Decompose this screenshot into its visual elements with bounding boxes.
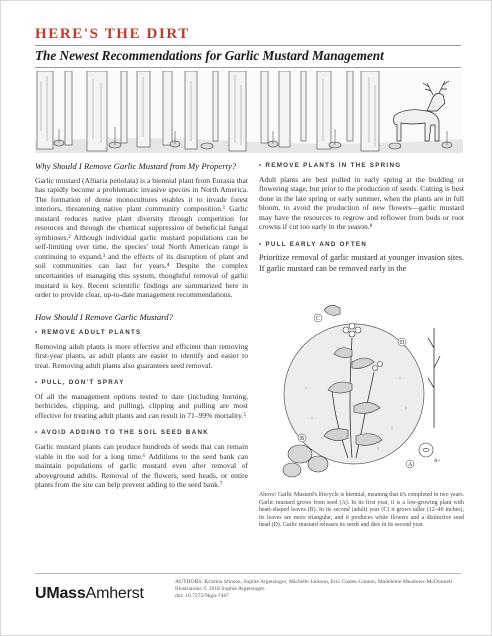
section-heading-how: How Should I Remove Garlic Mustard? [35, 311, 173, 322]
subheading-remove-adult: • REMOVE ADULT PLANTS [35, 329, 142, 337]
authors-line: AUTHORS: Kristina Stinson, Sophie Argetsinger, Michelle Jackson, Eric Coates-Connor, Madeleine Meadows-McDonnell. Illustrations © 2018 Sophie Argetsinger. [175, 579, 454, 593]
lifecycle-illustration [282, 298, 446, 488]
label-b: B [300, 436, 305, 442]
figure-caption: Above: Garlic Mustard's lifecycle is biennial, meaning that it's completed in two years. Garlic mustard grows from seed (A). In its first year, it is a low-growing plant with heart-shaped leaves (B). In its second (adult) year (C) it grows taller (12–40 inches), its leaves are more triangular, and it produces white flowers and a distinctive seed head (D). Garlic mustard releases its seeds and dies in its second year. [259, 492, 464, 529]
pull-early-paragraph: Prioritize removal of garlic mustard at younger invasion sites. If garlic mustard can be removed early in the [259, 253, 464, 273]
seed-bank-paragraph: Garlic mustard plants can produce hundreds of seeds that can remain viable in the soil for a long time.⁶ Additions to the seed bank can maintain populations of garlic mustard even after removal of aboveground adults. Removal of the flowers, seed heads, or entire plants from the site can help prevent adding to the seed bank.⁷ [35, 442, 248, 490]
subheading-seed-bank: • AVOID ADDING TO THE SOIL SEED BANK [35, 429, 209, 437]
label-a-plus: A+ [434, 459, 441, 464]
document-title: The Newest Recommendations for Garlic Mustard Management [35, 48, 384, 63]
title-rule-bottom [35, 67, 461, 68]
spring-paragraph: Adult plants are best pulled in early spring at the budding or flowering stage, but prior to the production of seeds. Cutting is best done in the late spring or early summer, when the plants are in full bloom, to avoid the production of new flowers—garlic mustard may have the resources to regrow and reflower from buds or root crowns if cut too early in the season.⁸ [259, 174, 464, 232]
subheading-pull-early: • PULL EARLY AND OFTEN [259, 240, 368, 248]
pull-paragraph: Of all the management options tested to date (including burning, herbicides, clipping, and pulling), clipping and pulling are most effective for treating adult plants and can result in 71–99% mortality.⁵ [35, 391, 248, 420]
right-column [259, 161, 464, 274]
label-d: D [400, 340, 405, 346]
forest-deer-illustration [35, 71, 463, 153]
subheading-spring: • REMOVE PLANTS IN THE SPRING [259, 162, 402, 169]
left-column [35, 161, 248, 490]
doi-line: doi: 10.7275/9kgn-7467 [175, 593, 230, 600]
footer-rule [35, 573, 461, 574]
subheading-pull-dont-spray: • PULL, DON'T SPRAY [35, 379, 125, 387]
remove-adult-paragraph: Removing adult plants is more effective and efficient than removing first-year plants, as adult plants are easier to identify and easier to treat. Removing adult plants also guarantees seed removal. [35, 341, 248, 370]
why-paragraph: Garlic mustard (Alliaria petiolata) is a biennial plant from Eurasia that has rapidly become a problematic invasive species in North America. The formation of dense monocultures enables it to invade forest interiors, threatening native plant community composition.¹ Garlic mustard reduces native plant diversity through competition for resources and through the chemical suppression of beneficial fungal symbioses.² Although individual garlic mustard populations can be self-limiting over time, the species' total North American range is continuing to expand,³ and the effects of its disruption of plant and soil communities can last for years.⁴ Despite the complex uncertainties of managing this system, thoughtful removal of garlic mustard is key. Recent scientific findings are summarized here in order to provide clear, up-to-date management recommendations. [35, 175, 248, 300]
umass-amherst-logo: UMassAmherst [35, 585, 144, 602]
label-a: A [408, 462, 413, 468]
title-rule-top [35, 45, 461, 46]
series-title: HERE'S THE DIRT [35, 26, 190, 42]
credits [175, 579, 465, 601]
label-c: C [316, 316, 321, 322]
section-heading-why: Why Should I Remove Garlic Mustard from My Property? [35, 161, 237, 171]
